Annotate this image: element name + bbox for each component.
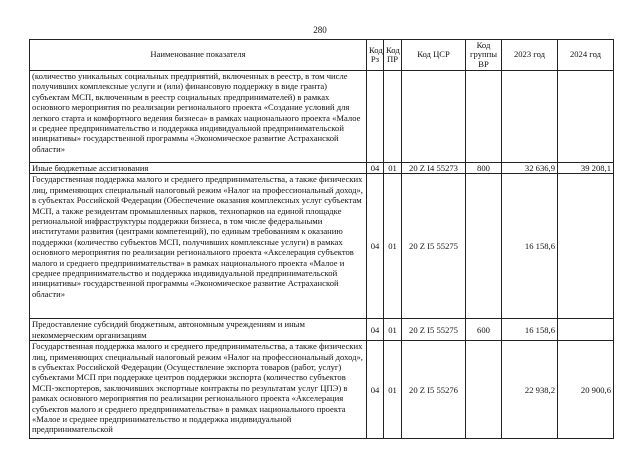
table-row — [30, 71, 614, 163]
row-2024 — [558, 71, 614, 163]
budget-table — [29, 39, 614, 439]
header-2024: 2024 год — [558, 40, 614, 71]
row-2024 — [558, 319, 614, 341]
row-2024: 39 208,1 — [558, 163, 614, 174]
page-number: 280 — [313, 25, 327, 35]
row-csr: 20 Z I5 55275 — [402, 174, 466, 319]
row-pr: 01 — [384, 341, 402, 439]
row-rz — [367, 71, 384, 163]
row-pr — [384, 71, 402, 163]
row-name: Предоставление субсидий бюджетным, автономным учреждениям и иным некоммерческим организациям — [30, 319, 367, 341]
row-rz: 04 — [367, 163, 384, 174]
row-rz: 04 — [367, 341, 384, 439]
header-csr: Код ЦСР — [402, 40, 466, 71]
row-csr — [402, 71, 466, 163]
row-csr: 20 Z I5 55276 — [402, 341, 466, 439]
table-row — [30, 319, 614, 341]
table-header-row — [30, 40, 614, 71]
row-name-cell — [30, 341, 367, 439]
row-rz: 04 — [367, 319, 384, 341]
header-2023: 2023 год — [502, 40, 558, 71]
row-vr — [466, 71, 502, 163]
row-name: (количество уникальных социальных предприятий, включенных в реестр, в том числе получивших комплексные услуги и (или) финансовую поддержку в виде гранта) субъектам МСП, включенным в реестр социальных предпринимателей) в рамках основного мероприятия по реализации регионального проекта «Создание условий для легкого старта и комфортного ведения бизнеса» в рамках национального проекта «Малое и среднее предпринимательство и поддержка индивидуальной предпринимательской инициативы» государственной программы «Экономическое развитие Астраханской области» — [30, 71, 367, 163]
row-2023: 16 158,6 — [502, 174, 558, 319]
row-vr: 600 — [466, 319, 502, 341]
header-rz: Код Рз — [367, 40, 384, 71]
row-2023: 22 938,2 — [502, 341, 558, 439]
row-pr: 01 — [384, 319, 402, 341]
table-row — [30, 163, 614, 174]
row-pr: 01 — [384, 163, 402, 174]
table-row — [30, 174, 614, 319]
row-csr: 20 Z I4 55273 — [402, 163, 466, 174]
row-vr — [466, 174, 502, 319]
row-vr: 800 — [466, 163, 502, 174]
header-vr: Код группы ВР — [466, 40, 502, 71]
header-name: Наименование показателя — [30, 40, 367, 71]
row-vr — [466, 341, 502, 439]
table-row — [30, 341, 614, 439]
row-2024 — [558, 174, 614, 319]
row-pr: 01 — [384, 174, 402, 319]
header-pr: Код ПР — [384, 40, 402, 71]
row-2023 — [502, 71, 558, 163]
row-2023: 32 636,9 — [502, 163, 558, 174]
row-csr: 20 Z I5 55275 — [402, 319, 466, 341]
row-name: Государственная поддержка малого и среднего предпринимательства, а также физических лиц, применяющих специальный налоговый режим «Налог на профессиональный доход», в субъектах Российской Федерации (Осуществление экспорта товаров (работ, услуг) субъектами МСП при поддержке центров поддержки экспорта (количество субъектов МСП-экспортеров, заключивших экспортные контракты по результатам услуг ЦПЭ) в рамках основного мероприятия по реализации регионального проекта «Акселерация субъектов малого и среднего предпринимательства» в рамках национального проекта «Малое и среднее предпринимательство и поддержка индивидуальной предпринимательской — [32, 341, 363, 435]
row-rz: 04 — [367, 174, 384, 319]
row-name: Государственная поддержка малого и среднего предпринимательства, а также физических лиц, применяющих специальный налоговый режим «Налог на профессиональный доход», в субъектах Российской Федерации (Обеспечение оказания комплексных услуг субъектам МСП, а также резидентам промышленных парков, технопарков на единой площадке региональной инфраструктуры поддержки бизнеса, в том числе федеральными институтами развития (центрами компетенций), по единым требованиям к оказанию поддержки (количество субъектов МСП, получивших комплексные услуги) в рамках основного мероприятия по реализации регионального проекта «Акселерация субъектов малого и среднего предпринимательства» в рамках национального проекта «Малое и среднее предпринимательство и поддержка индивидуальной предпринимательской инициативы» государственной программы «Экономическое развитие Астраханской области» — [30, 174, 367, 319]
row-name: Иные бюджетные ассигнования — [30, 163, 367, 174]
row-2024: 20 900,6 — [558, 341, 614, 439]
row-2023: 16 158,6 — [502, 319, 558, 341]
